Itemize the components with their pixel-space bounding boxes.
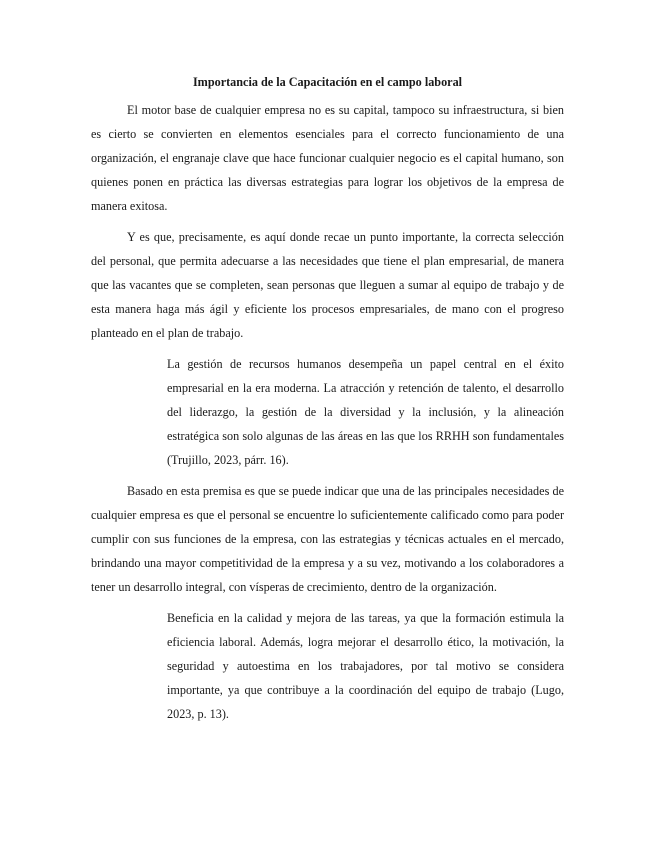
- block-quote-trujillo: La gestión de recursos humanos desempeña un papel central en el éxito empresarial en la era moderna. La atracción y retención de talento, el desarrollo del liderazgo, la gestión de la diversidad y la inclusión, y la alineación estratégica son solo algunas de las áreas en las que los RRHH son fundamentales (Trujillo, 2023, párr. 16).: [167, 357, 564, 467]
- paragraph-seleccion-personal: Y es que, precisamente, es aquí donde recae un punto importante, la correcta selección del personal, que permita adecuarse a las necesidades que tiene el plan empresarial, de manera que las vacantes que se completen, sean personas que lleguen a sumar al equipo de trabajo y de esta manera haga más ágil y eficiente los procesos empresariales, de mano con el progreso planteado en el plan de trabajo.: [91, 230, 564, 340]
- block-quote-lugo: Beneficia en la calidad y mejora de las tareas, ya que la formación estimula la eficiencia laboral. Además, logra mejorar el desarrollo ético, la motivación, la seguridad y autoestima en los trabajadores, por tal motivo se considera importante, ya que contribuye a la coordinación del equipo de trabajo (Lugo, 2023, p. 13).: [167, 611, 564, 721]
- paragraph-premisa: Basado en esta premisa es que se puede indicar que una de las principales necesidades de cualquier empresa es que el personal se encuentre lo suficientemente calificado como para poder cumplir con sus funciones de la empresa, con las estrategias y técnicas actuales en el mercado, brindando una mayor competitividad de la empresa y a su vez, motivando a los colaboradores a tener un desarrollo integral, con vísperas de crecimiento, dentro de la organización.: [91, 484, 564, 594]
- document-title: Importancia de la Capacitación en el campo laboral: [192, 75, 463, 89]
- paragraph-motor-base: El motor base de cualquier empresa no es su capital, tampoco su infraestructura, si bien es cierto se convierten en elementos esenciales para el correcto funcionamiento de una organización, el engranaje clave que hace funcionar cualquier negocio es el capital humano, son quienes ponen en práctica las diversas estrategias para lograr los objetivos de la empresa de manera exitosa.: [91, 103, 564, 213]
